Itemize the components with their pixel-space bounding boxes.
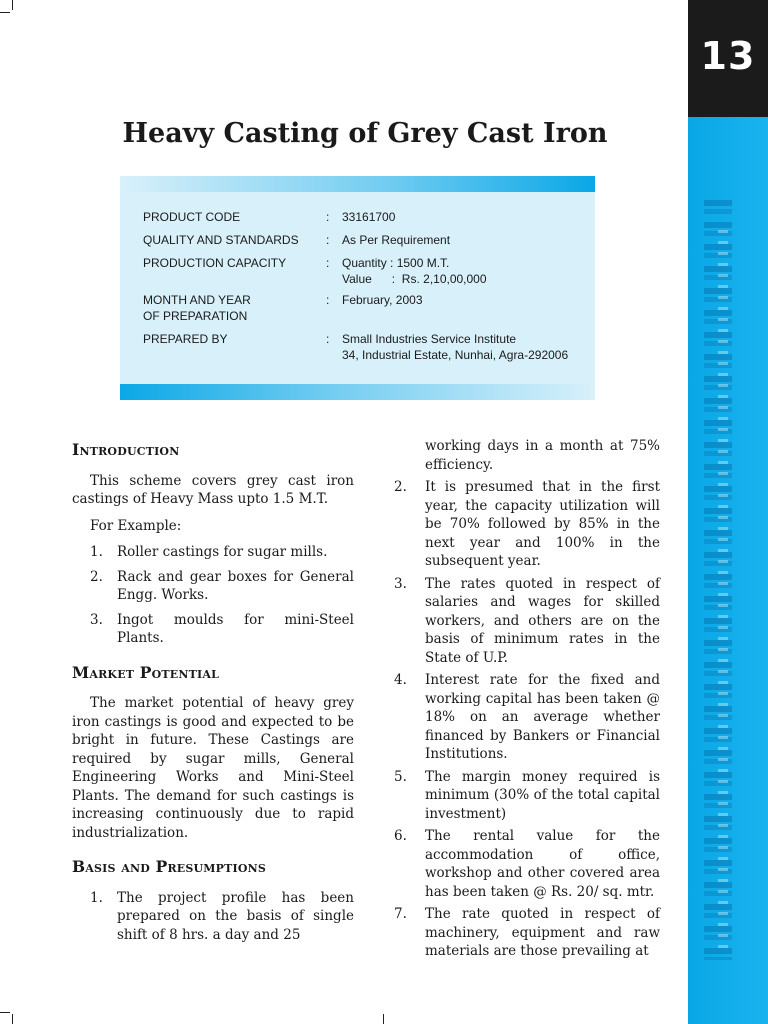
- list-text: working days in a month at 75% efficiency.: [425, 438, 660, 473]
- side-band-texture-highlight: [718, 230, 728, 950]
- chapter-number: 13: [700, 34, 756, 78]
- list-item: [72, 543, 354, 562]
- info-value-line: 34, Industrial Estate, Nunhai, Agra-292006: [342, 348, 569, 362]
- list-text: The project profile has been prepared on the basis of single shift of 8 hrs. a day and 25: [117, 889, 354, 943]
- info-colon: :: [326, 332, 330, 346]
- list-item-continued: [392, 437, 660, 474]
- info-value-line: Value : Rs. 2,10,00,000: [342, 272, 487, 286]
- info-colon: :: [326, 293, 330, 307]
- list-text: Rack and gear boxes for General Engg. Works.: [117, 568, 354, 603]
- list-item: [392, 905, 660, 961]
- list-item: [392, 671, 660, 764]
- section-heading-market-potential: Market Potential: [72, 662, 220, 682]
- list-number: 3.: [90, 611, 103, 628]
- info-colon: :: [326, 210, 330, 224]
- list-text: The rates quoted in respect of salaries and wages for skilled workers, and others are on the basis of minimum rates in the State of U.P.: [425, 575, 660, 666]
- info-label-line: MONTH AND YEAR: [143, 293, 251, 307]
- list-text: It is presumed that in the first year, the capacity utilization will be 70% followed by 85% in the next year and 100% in the subsequent year.: [425, 479, 660, 569]
- info-value: [342, 255, 587, 287]
- right-column: [392, 437, 660, 961]
- crop-mark-bottom-left: [0, 1012, 10, 1013]
- example-label: For Example:: [90, 517, 182, 534]
- list-number: 4.: [394, 672, 407, 688]
- crop-mark-bottom-mid: [383, 1014, 384, 1024]
- list-text: Ingot moulds for mini-Steel Plants.: [117, 611, 354, 646]
- list-item: [392, 768, 660, 824]
- list-item: [392, 827, 660, 901]
- market-paragraph: The market potential of heavy grey iron castings is good and expected to be bright in future. These Castings are required by sugar mills, General Engineering Works and Mini-Steel Plants. The demand for such castings is increasing continuously due to rapid industrialization.: [72, 695, 354, 841]
- list-number: 2.: [90, 568, 103, 585]
- section-heading-introduction: Introduction: [72, 440, 180, 459]
- list-number: 1.: [90, 889, 103, 906]
- info-value: 33161700: [342, 210, 396, 224]
- info-box-bottom-bar: [120, 384, 595, 400]
- info-box-top-bar: [120, 176, 595, 192]
- info-label-line: OF PREPARATION: [143, 309, 248, 323]
- list-number: 5.: [394, 768, 407, 785]
- info-label: PREPARED BY: [143, 332, 228, 346]
- crop-mark-bottom-left-v: [12, 1014, 13, 1024]
- info-value-line: Quantity : 1500 M.T.: [342, 256, 450, 270]
- list-item: [72, 611, 354, 648]
- left-column: [72, 441, 354, 944]
- crop-mark-top-left: [0, 12, 10, 13]
- list-item: [72, 889, 354, 945]
- section-heading-basis: Basis and Presumptions: [72, 857, 267, 876]
- info-label: QUALITY AND STANDARDS: [143, 233, 299, 247]
- list-text: The rental value for the accommodation of office, workshop and other covered area has been taken @ Rs. 20/ sq. mtr.: [425, 828, 660, 900]
- info-value: February, 2003: [342, 293, 423, 307]
- list-text: Roller castings for sugar mills.: [117, 544, 328, 560]
- list-text: The rate quoted in respect of machinery, equipment and raw materials are those prevailing at: [425, 906, 660, 959]
- info-value-line: Small Industries Service Institute: [342, 332, 517, 346]
- list-number: 3.: [394, 575, 407, 592]
- list-text: The margin money required is minimum (30% of the total capital investment): [425, 768, 660, 822]
- list-item: [392, 575, 660, 668]
- info-label: [143, 292, 323, 324]
- list-number: 1.: [90, 544, 103, 560]
- info-colon: :: [326, 233, 330, 247]
- info-colon: :: [326, 256, 330, 270]
- list-number: 6.: [394, 828, 407, 844]
- info-label: PRODUCT CODE: [143, 210, 241, 224]
- intro-paragraph: This scheme covers grey cast iron castings of Heavy Mass upto 1.5 M.T.: [72, 472, 354, 507]
- crop-mark-top-left-v: [12, 0, 13, 10]
- list-number: 2.: [394, 479, 407, 495]
- info-value: [342, 331, 587, 363]
- info-value: As Per Requirement: [342, 233, 451, 247]
- list-text: Interest rate for the fixed and working capital has been taken @ 18% on an average whether financed by Bankers or Financial Institutions.: [425, 672, 660, 762]
- list-item: [72, 568, 354, 605]
- list-item: [392, 478, 660, 571]
- list-number: 7.: [394, 906, 407, 922]
- page-title: Heavy Casting of Grey Cast Iron: [122, 118, 608, 149]
- info-label: PRODUCTION CAPACITY: [143, 256, 287, 270]
